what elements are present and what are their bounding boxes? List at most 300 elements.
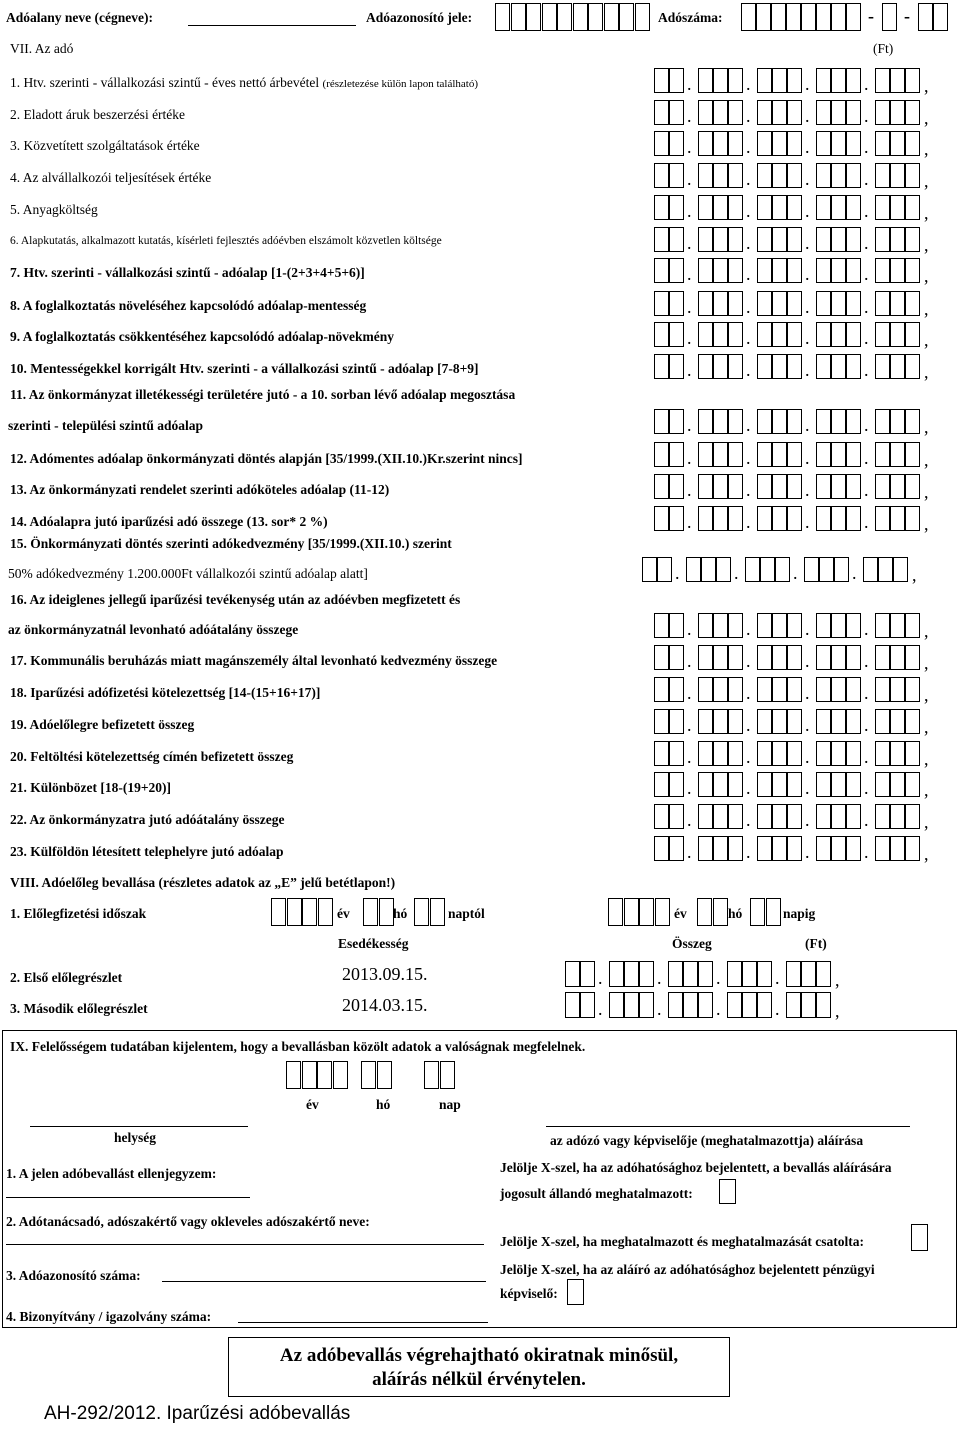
row-23-amount-digit-box[interactable] — [654, 836, 669, 861]
date-digit-box[interactable] — [333, 1061, 348, 1089]
period-digit-box[interactable] — [655, 898, 670, 926]
row-21-amount-digit-box[interactable] — [654, 772, 669, 797]
row-10-amount-digit-box[interactable] — [890, 354, 905, 379]
row-12-amount-digit-box[interactable] — [713, 442, 728, 467]
row-23-amount-digit-box[interactable] — [875, 836, 890, 861]
row-2-amount-digit-box[interactable] — [831, 100, 846, 125]
row-9-amount-digit-box[interactable] — [772, 322, 787, 347]
installment-2-amount-digit-box[interactable] — [786, 992, 801, 1018]
row-10-amount-digit-box[interactable] — [787, 354, 802, 379]
row-9-amount-digit-box[interactable] — [654, 322, 669, 347]
row-9-amount-digit-box[interactable] — [728, 322, 743, 347]
row-12-amount-digit-box[interactable] — [772, 442, 787, 467]
row-11-amount-digit-box[interactable] — [846, 409, 861, 434]
row-6-amount-digit-box[interactable] — [875, 227, 890, 252]
row-23-amount-digit-box[interactable] — [698, 836, 713, 861]
row-18-amount-digit-box[interactable] — [728, 677, 743, 702]
row-15-amount-digit-box[interactable] — [878, 557, 893, 582]
period-digit-box[interactable] — [766, 898, 781, 926]
installment-1-amount-digit-box[interactable] — [580, 961, 595, 987]
row-17-amount-digit-box[interactable] — [831, 645, 846, 670]
row-20-amount-digit-box[interactable] — [831, 741, 846, 766]
row-6-amount-digit-box[interactable] — [713, 227, 728, 252]
row-17-amount-digit-box[interactable] — [875, 645, 890, 670]
row-3-amount-digit-box[interactable] — [757, 131, 772, 156]
row-3-amount-digit-box[interactable] — [713, 131, 728, 156]
tax-number-digit-box[interactable] — [846, 3, 861, 31]
row-13-amount-digit-box[interactable] — [757, 474, 772, 499]
row-13-amount-digit-box[interactable] — [905, 474, 920, 499]
row-21-amount-digit-box[interactable] — [875, 772, 890, 797]
period-digit-box[interactable] — [430, 898, 445, 926]
row-11-amount-digit-box[interactable] — [772, 409, 787, 434]
row-20-amount-digit-box[interactable] — [698, 741, 713, 766]
row-8-amount-digit-box[interactable] — [846, 291, 861, 316]
row-21-amount-digit-box[interactable] — [905, 772, 920, 797]
row-10-amount-digit-box[interactable] — [654, 354, 669, 379]
installment-2-amount-digit-box[interactable] — [624, 992, 639, 1018]
row-5-amount-digit-box[interactable] — [816, 195, 831, 220]
row-2-amount-digit-box[interactable] — [669, 100, 684, 125]
installment-1-amount-digit-box[interactable] — [757, 961, 772, 987]
row-2-amount-digit-box[interactable] — [713, 100, 728, 125]
row-1-amount-digit-box[interactable] — [713, 68, 728, 93]
row-6-amount-digit-box[interactable] — [772, 227, 787, 252]
row-18-amount-digit-box[interactable] — [772, 677, 787, 702]
row-8-amount-digit-box[interactable] — [787, 291, 802, 316]
installment-1-amount-digit-box[interactable] — [727, 961, 742, 987]
row-4-amount-digit-box[interactable] — [698, 163, 713, 188]
row-16-amount-digit-box[interactable] — [787, 613, 802, 638]
row-5-amount-digit-box[interactable] — [890, 195, 905, 220]
row-10-amount-digit-box[interactable] — [728, 354, 743, 379]
row-3-amount-digit-box[interactable] — [831, 131, 846, 156]
installment-1-amount-digit-box[interactable] — [639, 961, 654, 987]
period-digit-box[interactable] — [414, 898, 429, 926]
row-16-amount-digit-box[interactable] — [831, 613, 846, 638]
tax-number-digit-box[interactable] — [816, 3, 831, 31]
row-10-amount-digit-box[interactable] — [757, 354, 772, 379]
row-19-amount-digit-box[interactable] — [831, 709, 846, 734]
row-5-amount-digit-box[interactable] — [728, 195, 743, 220]
row-20-amount-digit-box[interactable] — [875, 741, 890, 766]
row-5-amount-digit-box[interactable] — [757, 195, 772, 220]
row-4-amount-digit-box[interactable] — [669, 163, 684, 188]
row-20-amount-digit-box[interactable] — [905, 741, 920, 766]
row-18-amount-digit-box[interactable] — [713, 677, 728, 702]
period-digit-box[interactable] — [271, 898, 286, 926]
row-20-amount-digit-box[interactable] — [757, 741, 772, 766]
row-10-amount-digit-box[interactable] — [831, 354, 846, 379]
row-19-amount-digit-box[interactable] — [846, 709, 861, 734]
row-4-amount-digit-box[interactable] — [728, 163, 743, 188]
row-1-amount-digit-box[interactable] — [698, 68, 713, 93]
row-20-amount-digit-box[interactable] — [654, 741, 669, 766]
row-12-amount-digit-box[interactable] — [816, 442, 831, 467]
row-19-amount-digit-box[interactable] — [669, 709, 684, 734]
row-15-amount-digit-box[interactable] — [701, 557, 716, 582]
period-digit-box[interactable] — [713, 898, 728, 926]
tax-id-digit-box[interactable] — [635, 3, 650, 31]
row-14-amount-digit-box[interactable] — [654, 506, 669, 531]
tax-number-digit-box[interactable] — [801, 3, 816, 31]
row-22-amount-digit-box[interactable] — [698, 804, 713, 829]
row-18-amount-digit-box[interactable] — [905, 677, 920, 702]
row-20-amount-digit-box[interactable] — [890, 741, 905, 766]
row-16-amount-digit-box[interactable] — [846, 613, 861, 638]
row-5-amount-digit-box[interactable] — [669, 195, 684, 220]
row-3-amount-digit-box[interactable] — [875, 131, 890, 156]
tax-number-digit-box[interactable] — [831, 3, 846, 31]
row-16-amount-digit-box[interactable] — [669, 613, 684, 638]
row-7-amount-digit-box[interactable] — [816, 258, 831, 283]
place-field[interactable] — [30, 1126, 248, 1127]
row-8-amount-digit-box[interactable] — [831, 291, 846, 316]
tax-number-digit-box[interactable] — [918, 3, 933, 31]
installment-1-amount-digit-box[interactable] — [668, 961, 683, 987]
installment-2-amount-digit-box[interactable] — [639, 992, 654, 1018]
row-18-amount-digit-box[interactable] — [875, 677, 890, 702]
row-7-amount-digit-box[interactable] — [831, 258, 846, 283]
row-15-amount-digit-box[interactable] — [775, 557, 790, 582]
row-5-amount-digit-box[interactable] — [772, 195, 787, 220]
installment-2-amount-digit-box[interactable] — [683, 992, 698, 1018]
row-1-amount-digit-box[interactable] — [905, 68, 920, 93]
row-23-amount-digit-box[interactable] — [816, 836, 831, 861]
row-11-amount-digit-box[interactable] — [713, 409, 728, 434]
tax-number-digit-box[interactable] — [756, 3, 771, 31]
row-8-amount-digit-box[interactable] — [698, 291, 713, 316]
row-11-amount-digit-box[interactable] — [816, 409, 831, 434]
row-6-amount-digit-box[interactable] — [890, 227, 905, 252]
row-16-amount-digit-box[interactable] — [905, 613, 920, 638]
row-13-amount-digit-box[interactable] — [831, 474, 846, 499]
row-1-amount-digit-box[interactable] — [772, 68, 787, 93]
date-digit-box[interactable] — [317, 1061, 332, 1089]
row-13-amount-digit-box[interactable] — [816, 474, 831, 499]
row-23-amount-digit-box[interactable] — [713, 836, 728, 861]
row-10-amount-digit-box[interactable] — [905, 354, 920, 379]
row-13-amount-digit-box[interactable] — [728, 474, 743, 499]
row-7-amount-digit-box[interactable] — [787, 258, 802, 283]
row-19-amount-digit-box[interactable] — [654, 709, 669, 734]
installment-2-amount-digit-box[interactable] — [801, 992, 816, 1018]
row-11-amount-digit-box[interactable] — [757, 409, 772, 434]
row-3-amount-digit-box[interactable] — [890, 131, 905, 156]
row-4-amount-digit-box[interactable] — [905, 163, 920, 188]
row-20-amount-digit-box[interactable] — [772, 741, 787, 766]
row-15-amount-digit-box[interactable] — [893, 557, 908, 582]
row-13-amount-digit-box[interactable] — [698, 474, 713, 499]
row-4-amount-digit-box[interactable] — [846, 163, 861, 188]
row-18-amount-digit-box[interactable] — [846, 677, 861, 702]
installment-1-amount-digit-box[interactable] — [565, 961, 580, 987]
row-9-amount-digit-box[interactable] — [757, 322, 772, 347]
row-20-amount-digit-box[interactable] — [728, 741, 743, 766]
row-9-amount-digit-box[interactable] — [713, 322, 728, 347]
row-7-amount-digit-box[interactable] — [890, 258, 905, 283]
row-9-amount-digit-box[interactable] — [875, 322, 890, 347]
row-16-amount-digit-box[interactable] — [757, 613, 772, 638]
period-digit-box[interactable] — [318, 898, 333, 926]
row-19-amount-digit-box[interactable] — [905, 709, 920, 734]
row-1-amount-digit-box[interactable] — [890, 68, 905, 93]
row-8-amount-digit-box[interactable] — [654, 291, 669, 316]
row-18-amount-digit-box[interactable] — [831, 677, 846, 702]
row-11-amount-digit-box[interactable] — [831, 409, 846, 434]
date-digit-box[interactable] — [302, 1061, 317, 1089]
row-17-amount-digit-box[interactable] — [728, 645, 743, 670]
row-23-amount-digit-box[interactable] — [669, 836, 684, 861]
row-2-amount-digit-box[interactable] — [787, 100, 802, 125]
financial-representative-checkbox[interactable] — [567, 1279, 584, 1305]
row-19-amount-digit-box[interactable] — [816, 709, 831, 734]
row-19-amount-digit-box[interactable] — [713, 709, 728, 734]
row-3-amount-digit-box[interactable] — [669, 131, 684, 156]
row-2-amount-digit-box[interactable] — [698, 100, 713, 125]
row-3-amount-digit-box[interactable] — [698, 131, 713, 156]
row-6-amount-digit-box[interactable] — [831, 227, 846, 252]
row-14-amount-digit-box[interactable] — [831, 506, 846, 531]
row-7-amount-digit-box[interactable] — [905, 258, 920, 283]
row-1-amount-digit-box[interactable] — [846, 68, 861, 93]
row-1-amount-digit-box[interactable] — [757, 68, 772, 93]
installment-2-amount-digit-box[interactable] — [742, 992, 757, 1018]
row-21-amount-digit-box[interactable] — [698, 772, 713, 797]
row-22-amount-digit-box[interactable] — [905, 804, 920, 829]
row-4-amount-digit-box[interactable] — [757, 163, 772, 188]
installment-1-amount-digit-box[interactable] — [816, 961, 831, 987]
row-22-amount-digit-box[interactable] — [713, 804, 728, 829]
installment-1-amount-digit-box[interactable] — [624, 961, 639, 987]
installment-1-amount-digit-box[interactable] — [609, 961, 624, 987]
row-6-amount-digit-box[interactable] — [654, 227, 669, 252]
certificate-number-field[interactable] — [238, 1322, 488, 1323]
installment-1-amount-digit-box[interactable] — [786, 961, 801, 987]
row-9-amount-digit-box[interactable] — [669, 322, 684, 347]
row-2-amount-digit-box[interactable] — [905, 100, 920, 125]
row-12-amount-digit-box[interactable] — [890, 442, 905, 467]
row-3-amount-digit-box[interactable] — [728, 131, 743, 156]
row-12-amount-digit-box[interactable] — [831, 442, 846, 467]
row-20-amount-digit-box[interactable] — [713, 741, 728, 766]
row-14-amount-digit-box[interactable] — [787, 506, 802, 531]
row-16-amount-digit-box[interactable] — [713, 613, 728, 638]
row-13-amount-digit-box[interactable] — [875, 474, 890, 499]
row-13-amount-digit-box[interactable] — [772, 474, 787, 499]
row-6-amount-digit-box[interactable] — [905, 227, 920, 252]
row-10-amount-digit-box[interactable] — [816, 354, 831, 379]
period-digit-box[interactable] — [697, 898, 712, 926]
row-23-amount-digit-box[interactable] — [787, 836, 802, 861]
row-23-amount-digit-box[interactable] — [772, 836, 787, 861]
installment-2-amount-digit-box[interactable] — [580, 992, 595, 1018]
period-digit-box[interactable] — [639, 898, 654, 926]
date-digit-box[interactable] — [377, 1061, 392, 1089]
installment-1-amount-digit-box[interactable] — [683, 961, 698, 987]
row-18-amount-digit-box[interactable] — [698, 677, 713, 702]
row-1-amount-digit-box[interactable] — [816, 68, 831, 93]
row-14-amount-digit-box[interactable] — [816, 506, 831, 531]
row-7-amount-digit-box[interactable] — [698, 258, 713, 283]
row-14-amount-digit-box[interactable] — [669, 506, 684, 531]
row-23-amount-digit-box[interactable] — [905, 836, 920, 861]
tax-number-digit-box[interactable] — [771, 3, 786, 31]
tax-number-digit-box[interactable] — [741, 3, 756, 31]
row-1-amount-digit-box[interactable] — [875, 68, 890, 93]
row-21-amount-digit-box[interactable] — [669, 772, 684, 797]
row-14-amount-digit-box[interactable] — [757, 506, 772, 531]
row-16-amount-digit-box[interactable] — [875, 613, 890, 638]
row-11-amount-digit-box[interactable] — [875, 409, 890, 434]
installment-2-amount-digit-box[interactable] — [727, 992, 742, 1018]
row-15-amount-digit-box[interactable] — [745, 557, 760, 582]
tax-id-digit-box[interactable] — [495, 3, 510, 31]
tax-id-digit-box[interactable] — [526, 3, 541, 31]
date-digit-box[interactable] — [440, 1061, 455, 1089]
row-5-amount-digit-box[interactable] — [787, 195, 802, 220]
row-12-amount-digit-box[interactable] — [875, 442, 890, 467]
row-20-amount-digit-box[interactable] — [816, 741, 831, 766]
row-10-amount-digit-box[interactable] — [875, 354, 890, 379]
row-10-amount-digit-box[interactable] — [846, 354, 861, 379]
row-12-amount-digit-box[interactable] — [905, 442, 920, 467]
row-3-amount-digit-box[interactable] — [905, 131, 920, 156]
row-12-amount-digit-box[interactable] — [669, 442, 684, 467]
installment-1-amount-digit-box[interactable] — [801, 961, 816, 987]
row-17-amount-digit-box[interactable] — [816, 645, 831, 670]
row-4-amount-digit-box[interactable] — [816, 163, 831, 188]
row-3-amount-digit-box[interactable] — [772, 131, 787, 156]
row-22-amount-digit-box[interactable] — [875, 804, 890, 829]
row-22-amount-digit-box[interactable] — [728, 804, 743, 829]
advisor-name-field[interactable] — [6, 1244, 484, 1245]
row-8-amount-digit-box[interactable] — [713, 291, 728, 316]
row-8-amount-digit-box[interactable] — [875, 291, 890, 316]
row-7-amount-digit-box[interactable] — [728, 258, 743, 283]
row-6-amount-digit-box[interactable] — [728, 227, 743, 252]
countersign-field[interactable] — [6, 1197, 250, 1198]
row-12-amount-digit-box[interactable] — [698, 442, 713, 467]
row-21-amount-digit-box[interactable] — [772, 772, 787, 797]
tax-number-digit-box[interactable] — [933, 3, 948, 31]
row-7-amount-digit-box[interactable] — [846, 258, 861, 283]
row-14-amount-digit-box[interactable] — [890, 506, 905, 531]
period-digit-box[interactable] — [302, 898, 317, 926]
tax-id-digit-box[interactable] — [511, 3, 526, 31]
row-18-amount-digit-box[interactable] — [654, 677, 669, 702]
row-21-amount-digit-box[interactable] — [831, 772, 846, 797]
row-6-amount-digit-box[interactable] — [698, 227, 713, 252]
tax-id-digit-box[interactable] — [588, 3, 603, 31]
row-15-amount-digit-box[interactable] — [834, 557, 849, 582]
row-16-amount-digit-box[interactable] — [654, 613, 669, 638]
row-18-amount-digit-box[interactable] — [816, 677, 831, 702]
row-17-amount-digit-box[interactable] — [757, 645, 772, 670]
row-17-amount-digit-box[interactable] — [713, 645, 728, 670]
row-19-amount-digit-box[interactable] — [787, 709, 802, 734]
row-18-amount-digit-box[interactable] — [890, 677, 905, 702]
row-1-amount-digit-box[interactable] — [654, 68, 669, 93]
period-digit-box[interactable] — [379, 898, 394, 926]
row-18-amount-digit-box[interactable] — [669, 677, 684, 702]
row-3-amount-digit-box[interactable] — [816, 131, 831, 156]
row-15-amount-digit-box[interactable] — [657, 557, 672, 582]
row-20-amount-digit-box[interactable] — [846, 741, 861, 766]
row-14-amount-digit-box[interactable] — [713, 506, 728, 531]
tax-id-digit-box[interactable] — [604, 3, 619, 31]
signature-field[interactable] — [546, 1126, 910, 1127]
row-9-amount-digit-box[interactable] — [905, 322, 920, 347]
row-23-amount-digit-box[interactable] — [890, 836, 905, 861]
row-11-amount-digit-box[interactable] — [669, 409, 684, 434]
row-9-amount-digit-box[interactable] — [698, 322, 713, 347]
row-22-amount-digit-box[interactable] — [831, 804, 846, 829]
row-15-amount-digit-box[interactable] — [716, 557, 731, 582]
date-digit-box[interactable] — [424, 1061, 439, 1089]
row-4-amount-digit-box[interactable] — [787, 163, 802, 188]
row-22-amount-digit-box[interactable] — [772, 804, 787, 829]
row-21-amount-digit-box[interactable] — [757, 772, 772, 797]
row-11-amount-digit-box[interactable] — [654, 409, 669, 434]
row-8-amount-digit-box[interactable] — [905, 291, 920, 316]
row-7-amount-digit-box[interactable] — [654, 258, 669, 283]
row-16-amount-digit-box[interactable] — [816, 613, 831, 638]
row-4-amount-digit-box[interactable] — [654, 163, 669, 188]
row-2-amount-digit-box[interactable] — [875, 100, 890, 125]
row-17-amount-digit-box[interactable] — [846, 645, 861, 670]
row-16-amount-digit-box[interactable] — [698, 613, 713, 638]
row-22-amount-digit-box[interactable] — [816, 804, 831, 829]
tax-id-digit-box[interactable] — [557, 3, 572, 31]
row-5-amount-digit-box[interactable] — [905, 195, 920, 220]
row-17-amount-digit-box[interactable] — [772, 645, 787, 670]
row-6-amount-digit-box[interactable] — [787, 227, 802, 252]
row-7-amount-digit-box[interactable] — [669, 258, 684, 283]
row-7-amount-digit-box[interactable] — [757, 258, 772, 283]
period-digit-box[interactable] — [750, 898, 765, 926]
row-7-amount-digit-box[interactable] — [713, 258, 728, 283]
row-5-amount-digit-box[interactable] — [846, 195, 861, 220]
tax-number-digit-box[interactable] — [882, 3, 897, 31]
row-8-amount-digit-box[interactable] — [772, 291, 787, 316]
row-5-amount-digit-box[interactable] — [698, 195, 713, 220]
row-14-amount-digit-box[interactable] — [875, 506, 890, 531]
row-10-amount-digit-box[interactable] — [669, 354, 684, 379]
row-11-amount-digit-box[interactable] — [698, 409, 713, 434]
row-15-amount-digit-box[interactable] — [686, 557, 701, 582]
row-15-amount-digit-box[interactable] — [819, 557, 834, 582]
tax-id-digit-box[interactable] — [573, 3, 588, 31]
period-digit-box[interactable] — [624, 898, 639, 926]
row-14-amount-digit-box[interactable] — [728, 506, 743, 531]
row-21-amount-digit-box[interactable] — [846, 772, 861, 797]
row-4-amount-digit-box[interactable] — [875, 163, 890, 188]
tax-number-digit-box[interactable] — [786, 3, 801, 31]
row-13-amount-digit-box[interactable] — [846, 474, 861, 499]
row-10-amount-digit-box[interactable] — [713, 354, 728, 379]
row-13-amount-digit-box[interactable] — [713, 474, 728, 499]
authorization-attached-checkbox[interactable] — [911, 1224, 928, 1251]
installment-2-amount-digit-box[interactable] — [816, 992, 831, 1018]
row-8-amount-digit-box[interactable] — [816, 291, 831, 316]
row-6-amount-digit-box[interactable] — [757, 227, 772, 252]
row-17-amount-digit-box[interactable] — [787, 645, 802, 670]
row-13-amount-digit-box[interactable] — [890, 474, 905, 499]
row-8-amount-digit-box[interactable] — [890, 291, 905, 316]
row-11-amount-digit-box[interactable] — [787, 409, 802, 434]
row-2-amount-digit-box[interactable] — [772, 100, 787, 125]
